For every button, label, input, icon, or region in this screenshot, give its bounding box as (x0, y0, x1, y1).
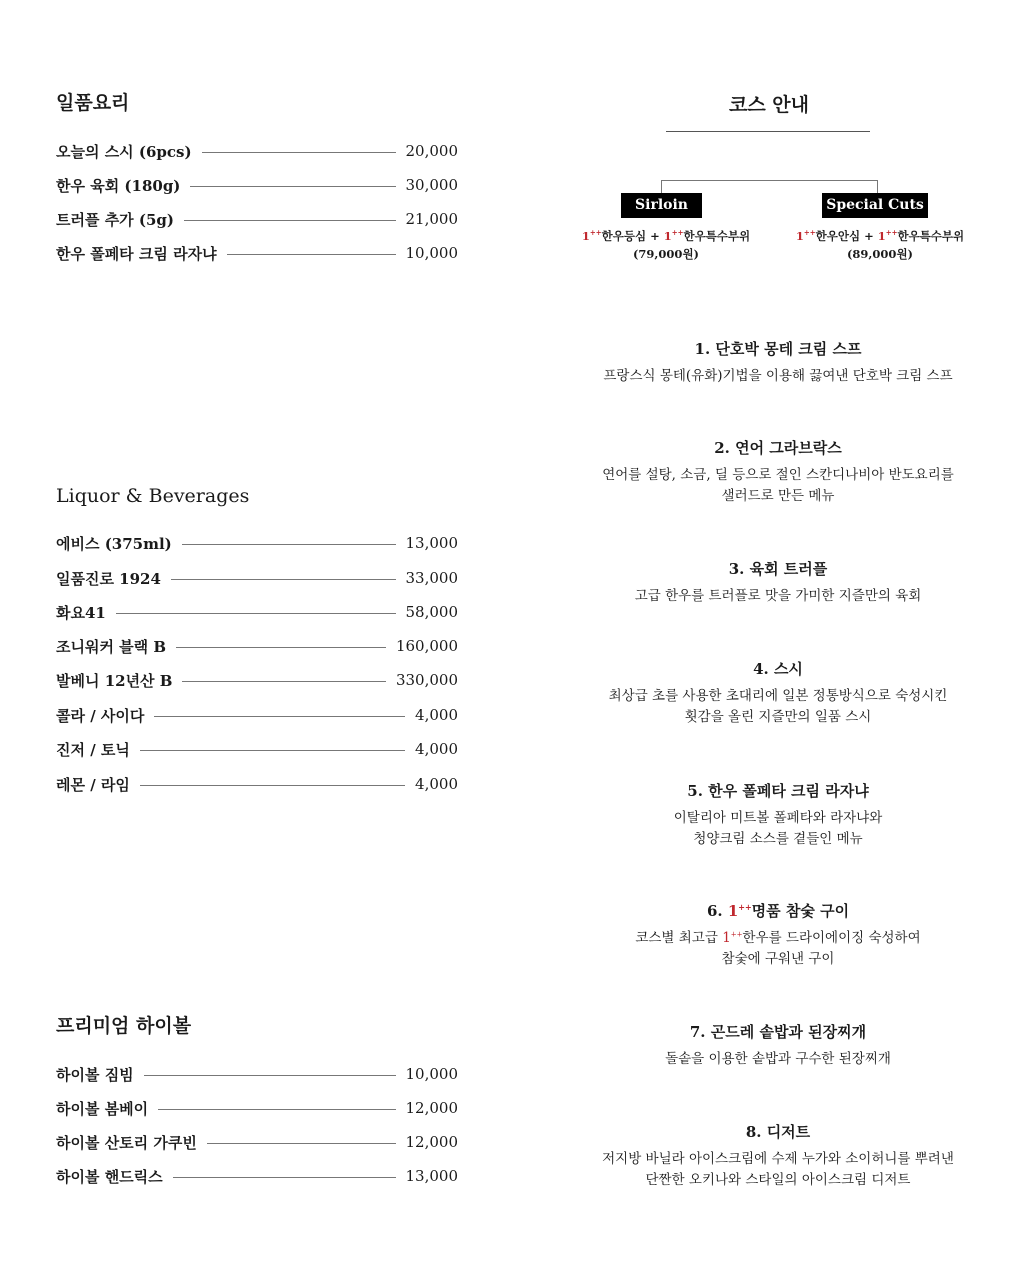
grade-mark: 1 (727, 902, 739, 920)
menu-item-price: 58,000 (405, 603, 458, 621)
course-option-sirloin (566, 227, 766, 263)
course-step (560, 900, 996, 970)
desc-line: 샐러드로 만든 메뉴 (721, 488, 835, 504)
menu-item (56, 242, 458, 264)
menu-item-price: 4,000 (415, 775, 458, 793)
course-title: 코스 안내 (728, 94, 810, 116)
dot-leader (207, 1143, 396, 1144)
grade-sup: ++ (589, 228, 602, 238)
desc-line: 돌솥을 이용한 솥밥과 구수한 된장찌개 (665, 1051, 891, 1067)
course-step-title: 7. 곤드레 솥밥과 된장찌개 (689, 1023, 867, 1041)
course-step (560, 558, 996, 607)
menu-item-price: 12,000 (405, 1133, 458, 1151)
dot-leader (144, 1075, 396, 1076)
menu-item-price: 30,000 (405, 176, 458, 194)
course-step-desc (560, 586, 996, 607)
course-branch-connector (661, 180, 878, 194)
course-step-desc (560, 366, 996, 387)
course-step (560, 1121, 996, 1191)
dot-leader (140, 785, 405, 786)
menu-item-price: 12,000 (405, 1099, 458, 1117)
grade-mark: 1 (877, 229, 886, 243)
course-step-desc (560, 465, 996, 507)
title-text: 명품 참숯 구이 (751, 902, 850, 920)
menu-item-name: 한우 육회 (180g) (56, 176, 181, 195)
dot-leader (182, 681, 386, 682)
desc-line: 참숯에 구워낸 구이 (721, 951, 835, 967)
menu-item-name: 발베니 12년산 B (56, 671, 173, 690)
menu-item (56, 635, 458, 657)
menu-item (56, 1063, 458, 1085)
menu-item-name: 콜라 / 사이다 (56, 706, 145, 725)
course-option-price: (89,000원) (846, 247, 913, 261)
course-option-special-cuts (780, 227, 980, 263)
menu-item (56, 1131, 458, 1153)
title-divider (666, 131, 870, 132)
menu-item-price: 160,000 (395, 637, 458, 655)
dot-leader (158, 1109, 395, 1110)
menu-item-price: 20,000 (405, 142, 458, 160)
section-title-liquor: Liquor & Beverages (56, 485, 250, 507)
dot-leader (173, 1177, 396, 1178)
menu-item (56, 1097, 458, 1119)
dot-leader (140, 750, 405, 751)
section-title-a-la-carte: 일품요리 (56, 92, 130, 114)
desc-line: 저지방 바닐라 아이스크림에 수제 누가와 소이허니를 뿌려낸 (602, 1151, 954, 1167)
grade-sup: ++ (730, 930, 743, 939)
menu-item (56, 532, 458, 554)
dot-leader (184, 220, 395, 221)
menu-item-name: 하이볼 봄베이 (56, 1099, 149, 1118)
desc-line: 청양크림 소스를 곁들인 메뉴 (693, 831, 863, 847)
menu-item-name: 조니워커 블랙 B (56, 637, 167, 656)
menu-item (56, 1165, 458, 1187)
menu-item-name: 한우 폴페타 크림 라자냐 (56, 244, 217, 263)
badge-sirloin: Sirloin (621, 193, 702, 218)
course-step-title (560, 900, 996, 922)
menu-item-price: 4,000 (415, 740, 458, 758)
desc-line: 최상급 초를 사용한 초대리에 일본 정통방식으로 숙성시킨 (608, 688, 948, 704)
desc-line (560, 928, 996, 949)
part-text: 한우특수부위 (897, 229, 965, 243)
menu-item-name: 일품진로 1924 (56, 569, 161, 588)
course-step-desc (560, 686, 996, 728)
grade-sup: ++ (738, 902, 752, 912)
menu-item-price: 21,000 (405, 210, 458, 228)
menu-item (56, 567, 458, 589)
menu-item (56, 208, 458, 230)
course-option-parts (780, 227, 980, 245)
course-step (560, 338, 996, 387)
course-step-desc (560, 808, 996, 850)
badge-special-cuts: Special Cuts (822, 193, 928, 218)
menu-item-name: 화요41 (56, 603, 106, 622)
desc-line: 고급 한우를 트러플로 맛을 가미한 지즐만의 육회 (634, 588, 922, 604)
grade-mark: 1 (581, 229, 590, 243)
course-step-desc (560, 1049, 996, 1070)
course-step-title: 5. 한우 폴페타 크림 라자냐 (687, 782, 869, 800)
grade-sup: ++ (671, 228, 684, 238)
grade-mark: 1 (663, 229, 672, 243)
desc-text: 코스별 최고급 (635, 930, 723, 946)
menu-item (56, 140, 458, 162)
menu-item-price: 330,000 (395, 671, 458, 689)
course-step (560, 1021, 996, 1070)
course-step-title: 1. 단호박 몽테 크림 스프 (694, 340, 862, 358)
menu-item-price: 10,000 (405, 244, 458, 262)
course-step (560, 658, 996, 728)
dot-leader (154, 716, 405, 717)
desc-line: 이탈리아 미트볼 폴페타와 라자냐와 (673, 810, 883, 826)
menu-item-name: 트러플 추가 (5g) (56, 210, 175, 229)
dot-leader (202, 152, 396, 153)
menu-item (56, 601, 458, 623)
course-step-title: 3. 육회 트러플 (728, 560, 828, 578)
title-text: 6. (706, 902, 728, 920)
course-step-desc (560, 928, 996, 970)
course-step (560, 780, 996, 850)
menu-item (56, 773, 458, 795)
section-title-highball: 프리미엄 하이볼 (56, 1015, 192, 1037)
dot-leader (176, 647, 386, 648)
grade-sup: ++ (803, 228, 816, 238)
menu-item-price: 33,000 (405, 569, 458, 587)
menu-item-price: 13,000 (405, 534, 458, 552)
menu-item-name: 레몬 / 라임 (56, 775, 130, 794)
menu-item-price: 4,000 (415, 706, 458, 724)
course-option-price: (79,000원) (632, 247, 699, 261)
menu-item (56, 669, 458, 691)
course-step (560, 437, 996, 507)
menu-item-name: 하이볼 핸드릭스 (56, 1167, 163, 1186)
menu-item-name: 오늘의 스시 (6pcs) (56, 142, 192, 161)
grade-sup: ++ (885, 228, 898, 238)
part-text: 한우특수부위 (683, 229, 751, 243)
desc-line: 단짠한 오키나와 스타일의 아이스크림 디저트 (645, 1172, 911, 1188)
grade-mark: 1 (795, 229, 804, 243)
menu-item-price: 10,000 (405, 1065, 458, 1083)
desc-text: 한우를 드라이에이징 숙성하여 (742, 930, 921, 946)
course-step-desc (560, 1149, 996, 1191)
menu-item (56, 174, 458, 196)
dot-leader (116, 613, 396, 614)
dot-leader (171, 579, 396, 580)
course-step-title: 4. 스시 (753, 660, 803, 678)
menu-item-name: 에비스 (375ml) (56, 534, 172, 553)
dot-leader (182, 544, 396, 545)
desc-line: 횟감을 올린 지즐만의 일품 스시 (684, 709, 872, 725)
course-option-parts (566, 227, 766, 245)
dot-leader (227, 254, 396, 255)
grade-mark: 1 (722, 930, 731, 946)
menu-item-name: 하이볼 산토리 가쿠빈 (56, 1133, 197, 1152)
part-text: 한우등심 + (601, 229, 664, 243)
desc-line: 연어를 설탕, 소금, 딜 등으로 절인 스칸디나비아 반도요리를 (602, 467, 954, 483)
desc-line: 프랑스식 몽테(유화)기법을 이용해 끓여낸 단호박 크림 스프 (603, 368, 953, 384)
part-text: 한우안심 + (815, 229, 878, 243)
menu-item (56, 704, 458, 726)
menu-item (56, 738, 458, 760)
menu-item-name: 하이볼 짐빔 (56, 1065, 134, 1084)
course-step-title: 2. 연어 그라브락스 (714, 439, 842, 457)
menu-item-name: 진저 / 토닉 (56, 740, 130, 759)
course-step-title: 8. 디저트 (745, 1123, 811, 1141)
menu-item-price: 13,000 (405, 1167, 458, 1185)
dot-leader (190, 186, 395, 187)
